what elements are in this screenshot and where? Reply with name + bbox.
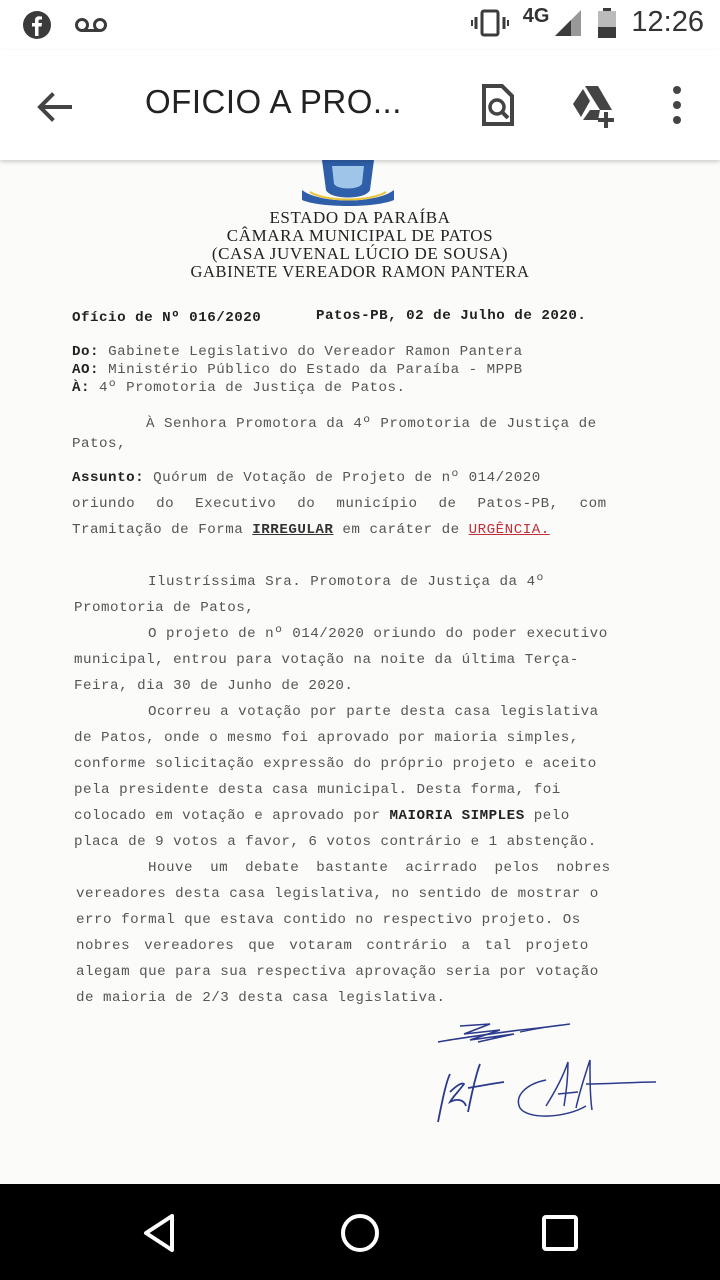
paragraph-line: vereadores desta casa legislativa, no sentido de mostrar o — [76, 886, 599, 902]
paragraph-line: nobres vereadores que votaram contrário a tal projeto — [76, 938, 589, 954]
maioria-simples-mark: MAIORIA SIMPLES — [389, 808, 525, 824]
document-page[interactable] — [0, 160, 720, 1184]
paragraph-line: pela presidente desta casa municipal. Desta forma, foi — [74, 782, 561, 798]
signature-1 — [430, 1012, 580, 1052]
salutation-line: À Senhora Promotora da 4º Promotoria de Justiça de — [146, 416, 597, 432]
routing-to: AO: Ministério Público do Estado da Paraíba - MPPB — [72, 362, 523, 378]
system-nav-bar — [0, 1184, 720, 1280]
paragraph-line: alegam que para sua respectiva aprovação seria por votação — [76, 964, 599, 980]
paragraph-line: erro formal que estava contido no respectivo projeto. Os — [76, 912, 581, 928]
paragraph-line: colocado em votação e aprovado por MAIORIA SIMPLES pelo — [74, 808, 570, 824]
home-circle-icon[interactable] — [337, 1210, 383, 1256]
header-chamber: CÂMARA MUNICIPAL DE PATOS — [226, 226, 494, 245]
irregular-mark: IRREGULAR — [252, 522, 334, 538]
network-type: 4G — [522, 5, 550, 27]
more-options-icon[interactable] — [652, 80, 702, 130]
header-office: GABINETE VEREADOR RAMON PANTERA — [190, 262, 530, 281]
paragraph-line: Houve um debate bastante acirrado pelos nobres — [148, 860, 611, 876]
back-arrow-icon[interactable] — [30, 83, 78, 131]
oficio-number: Ofício de Nº 016/2020 — [72, 310, 262, 326]
facebook-icon — [22, 10, 52, 40]
header-state: ESTADO DA PARAÍBA — [269, 208, 451, 227]
paragraph-line: placa de 9 votos a favor, 6 votos contrário e 1 abstenção. — [74, 834, 597, 850]
urgencia-mark: URGÊNCIA. — [468, 522, 550, 538]
paragraph-line: Ocorreu a votação por parte desta casa legislativa — [148, 704, 599, 720]
routing-attention: À: 4º Promotoria de Justiça de Patos. — [72, 380, 406, 396]
back-triangle-icon[interactable] — [138, 1210, 184, 1256]
paragraph-line: municipal, entrou para votação na noite da última Terça- — [74, 652, 579, 668]
voicemail-icon — [74, 15, 108, 35]
signature-3 — [506, 1050, 666, 1130]
status-bar — [0, 0, 720, 50]
add-to-drive-icon[interactable] — [568, 80, 618, 130]
subject-line: Assunto: Quórum de Votação de Projeto de nº 014/2020 — [72, 470, 541, 486]
recents-square-icon[interactable] — [537, 1210, 583, 1256]
paragraph-line: O projeto de nº 014/2020 oriundo do poder executivo — [148, 626, 608, 642]
vibrate-icon — [471, 8, 509, 38]
routing-from: Do: Gabinete Legislativo do Vereador Ramon Pantera — [72, 344, 523, 360]
header-house: (CASA JUVENAL LÚCIO DE SOUSA) — [211, 244, 509, 263]
paragraph-line: de maioria de 2/3 desta casa legislativa. — [76, 990, 446, 1006]
app-bar — [0, 50, 720, 160]
signal-icon — [553, 8, 583, 38]
subject-line: oriundo do Executivo do município de Patos-PB, com — [72, 496, 607, 512]
subject-line: Tramitação de Forma IRREGULAR em caráter de URGÊNCIA. — [72, 522, 550, 538]
greeting-line: Ilustríssima Sra. Promotora de Justiça da 4º — [148, 574, 545, 590]
clock: 12:26 — [631, 6, 704, 38]
coat-of-arms-icon — [300, 160, 396, 208]
document-title: OFICIO A PRO... — [145, 83, 402, 120]
paragraph-line: conforme solicitação expressão do próprio projeto e aceito — [74, 756, 597, 772]
paragraph-line: de Patos, onde o mesmo foi aprovado por maioria simples, — [74, 730, 579, 746]
place-date: Patos-PB, 02 de Julho de 2020. — [316, 308, 587, 324]
greeting-line: Promotoria de Patos, — [74, 600, 255, 616]
salutation-line: Patos, — [72, 436, 127, 452]
search-document-icon[interactable] — [472, 80, 522, 130]
paragraph-line: Feira, dia 30 de Junho de 2020. — [74, 678, 354, 694]
battery-icon — [597, 7, 617, 39]
